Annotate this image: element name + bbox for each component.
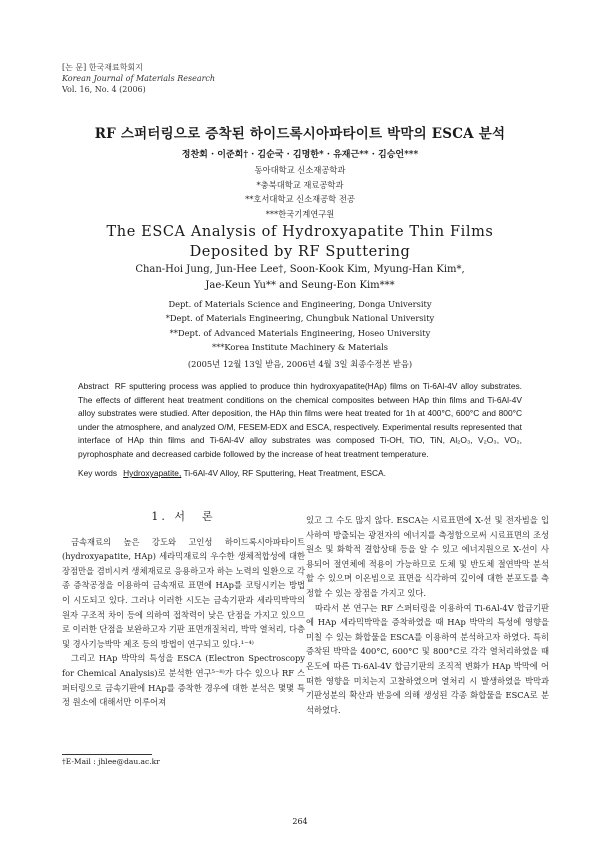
korean-affiliations xyxy=(0,163,600,221)
section-heading: 1. 서 론 xyxy=(151,510,216,523)
left-column xyxy=(62,510,305,710)
korean-title: RF 스퍼터링으로 증착된 하이드록시아파타이트 박막의 ESCA 분석 xyxy=(94,126,506,142)
paragraph: 있고 그 수도 많지 않다. ESCA는 시료표면에 X-선 및 전자빔을 입사하여 방출되는 광전자의 에너지를 측정함으로써 시료표면의 조성원소 및 화학적 결합상태 등을 알 수 있고 에너지원으로 X-선이 사용되어 절연체에 적용이 가능하므로 도체 및 반도체 절연박막 분석할 수 있으며 이온빔으로 표면을 식각하여 깊이에 대한 분포도를 측정할 수 있는 장점을 가지고 있다. xyxy=(306,515,549,598)
english-title xyxy=(0,222,600,262)
paragraph: 따라서 본 연구는 RF 스퍼터링을 이용하여 Ti-6Al-4V 합금기판에 HAp 세라믹박막을 증착하였을 때 HAp 박막의 특성에 영향을 미칠 수 있는 화합물을 ESCA를 이용하여 분석하고자 하였다. 특히 증착된 박막을 400°C, 600°C 및 800°C로 각각 열처리하였을 때 온도에 따른 Ti-6Al-4V 합금기판의 조직적 변화가 HAp 박막에 어떠한 영향을 미치는지 고찰하였으며 열처리 시 발생하였을 박막과 기판성분의 확산과 반응에 의해 생성된 각종 화합물을 ESCA로 분석하였다. xyxy=(306,602,549,715)
journal-header xyxy=(62,62,215,95)
korean-affiliation: ***한국기계연구원 xyxy=(265,208,335,219)
english-authors-line: Jae-Keun Yu** and Seung-Eon Kim*** xyxy=(205,280,395,291)
footnote-email: †E-Mail : jhlee@dau.ac.kr xyxy=(62,757,160,766)
footnote-rule xyxy=(62,754,152,755)
english-affiliation: *Dept. of Materials Engineering, Chungbuk National University xyxy=(165,313,435,324)
korean-authors: 정찬회 · 이준희† · 김순국 · 김명한* · 유재근** · 김승언*** xyxy=(181,150,419,160)
keyword-hydroxyapatite: Hydroxyapatite, xyxy=(123,468,182,478)
abstract-label: Abstract xyxy=(78,381,109,391)
english-authors xyxy=(0,262,600,294)
abstract xyxy=(78,380,522,462)
korean-affiliation: **호서대학교 신소재공학 전공 xyxy=(245,194,355,204)
english-affiliation: ***Korea Institute Machinery & Materials xyxy=(211,341,389,352)
korean-affiliation: *충북대학교 재료공학과 xyxy=(256,179,344,190)
keywords-list: Ti-6Al-4V Alloy, RF Sputtering, Heat Treatment, ESCA. xyxy=(181,468,386,478)
journal-korean-name: [논 문] 한국재료학회지 xyxy=(62,63,143,72)
abstract-text: RF sputtering process was applied to produce thin hydroxyapatite(HAp) films on Ti-6Al-4V alloy substrates. The effects of different heat treatment conditions on the chemical composites between HAp thin films and Ti-6Al-4V alloy substrates were studied. After deposition, the HAp thin films were heat treated for 1h at 400°C, 600°C and 800°C under the atmosphere, and analyzed O/M, FESEM-EDX and ESCA, respectively. Experimental results represented that interface of HAp thin films and Ti-6Al-4V alloy substrates was composed Ti-OH, TiO, TiN, Al₂O₃, V₂O₃, VO₂, pyrophosphate and decreased carbide followed by the increase of heat treatment temperature. xyxy=(78,381,522,459)
keywords-label: Key words xyxy=(78,468,118,478)
english-authors-line: Chan-Hoi Jung, Jun-Hee Lee†, Soon-Kook Kim, Myung-Han Kim*, xyxy=(135,264,465,275)
received-date: (2005년 12월 13일 받음, 2006년 4월 3일 최종수정본 받음) xyxy=(187,359,413,369)
paragraph: 그리고 HAp 박막의 특성을 ESCA (Electron Spectroscopy for Chemical Analysis)로 분석한 연구⁵⁻⁸⁾가 다수 있으나 RF 스퍼터링으로 금속기판에 HAp를 증착한 경우에 대한 분석은 몇몇 특정 원소에 대해서만 이루어져 xyxy=(62,653,305,708)
korean-affiliation: 동아대학교 신소재공학과 xyxy=(254,165,346,175)
english-affiliation: Dept. of Materials Science and Engineering, Donga University xyxy=(168,299,432,309)
english-affiliation: **Dept. of Advanced Materials Engineering, Hoseo University xyxy=(169,327,431,338)
page-number: 264 xyxy=(292,817,308,826)
keywords xyxy=(78,468,522,478)
english-affiliations xyxy=(0,297,600,354)
english-title-line: The ESCA Analysis of Hydroxyapatite Thin Films xyxy=(106,224,494,240)
english-title-line: Deposited by RF Sputtering xyxy=(189,244,411,260)
paragraph: 금속재료의 높은 강도와 고인성 하이드록시아파타이트(hydroxyapatite, HAp) 세라믹재료의 우수한 생체적합성에 대한 장점만을 겸비시켜 생체재료로 응용하고자 하는 노력의 일환으로 각종 증착공정을 이용하여 금속재료 표면에 HAp를 코팅시키는 방법이 시도되고 있다. 그러나 이러한 시도는 금속기판과 세라믹박막의 원자 구조적 차이 등에 의하여 접착력이 낮은 단점을 가지고 있으므로 이러한 단점을 보완하고자 기판 표면개질처리, 박막 열처리, 다층 및 경사기능박막 제조 등의 방법이 연구되고 있다.¹⁻⁴⁾ xyxy=(62,536,305,649)
journal-english-name: Korean Journal of Materials Research xyxy=(62,74,216,83)
journal-volume: Vol. 16, No. 4 (2006) xyxy=(62,85,146,94)
right-column xyxy=(306,513,549,717)
